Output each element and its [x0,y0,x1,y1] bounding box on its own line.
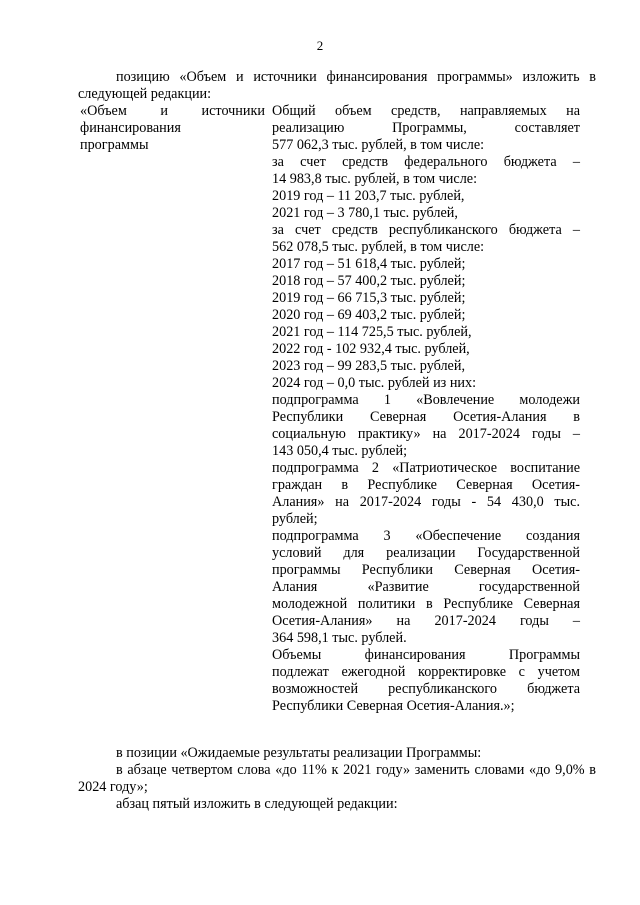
subprogram-3-line: подпрограмма 3 «Обеспечение создания [272,528,580,544]
subprogram-1-line: подпрограмма 1 «Вовлечение молодежи [272,392,580,408]
left-cell-line-1 [80,103,265,120]
year-line-2017: 2017 год – 51 618,4 тыс. рублей; [272,256,466,272]
intro-paragraph: позицию «Объем и источники финансирования программы» изложить в следующей редакции: [78,69,596,102]
subprogram-3-line: Осетия-Алания» на 2017-2024 годы – [272,613,580,629]
year-line-2024: 2024 год – 0,0 тыс. рублей из них: [272,375,477,391]
paragraph-fifth-intro: абзац пятый изложить в следующей редакции: [116,796,398,812]
paragraph-expected-results: в позиции «Ожидаемые результаты реализации Программы: [116,745,482,761]
subprogram-3-line: программы Республики Северная Осетия- [272,562,580,578]
subprogram-2-line: рублей; [272,511,318,527]
subprogram-1-line: 143 050,4 тыс. рублей; [272,443,408,459]
subprogram-3-line: 364 598,1 тыс. рублей. [272,630,407,646]
left-word-3: источники [201,103,265,119]
right-line: 577 062,3 тыс. рублей, в том числе: [272,137,485,153]
right-line: реализацию Программы, составляет [272,120,580,136]
subprogram-2-line: подпрограмма 2 «Патриотическое воспитание [272,460,580,476]
volumes-note-line: подлежат ежегодной корректировке с учетом [272,664,580,680]
subprogram-3-line: молодежной политики в Республике Северная [272,596,580,612]
left-cell-line-3: программы [80,137,149,153]
subprogram-1-line: Республики Северная Осетия-Алания в [272,409,580,425]
right-line: 2021 год – 3 780,1 тыс. рублей, [272,205,458,221]
left-cell-line-2: финансирования [80,120,181,136]
right-line: 14 983,8 тыс. рублей, в том числе: [272,171,478,187]
right-line: 562 078,5 тыс. рублей, в том числе: [272,239,485,255]
right-line: 2019 год – 11 203,7 тыс. рублей, [272,188,465,204]
volumes-note-line: возможностей республиканского бюджета [272,681,580,697]
right-line: за счет средств федерального бюджета – [272,154,580,170]
left-word-1: «Объем [80,103,127,119]
subprogram-3-line: условий для реализации Государственной [272,545,580,561]
subprogram-3-line: Алания «Развитие государственной [272,579,580,595]
table-left-cell [80,103,265,154]
table-right-cell [272,103,580,715]
subprogram-2-line: граждан в Республике Северная Осетия- [272,477,580,493]
year-line-2019: 2019 год – 66 715,3 тыс. рублей; [272,290,466,306]
volumes-note-line: Объемы финансирования Программы [272,647,580,663]
subprogram-2-line: Алания» на 2017-2024 годы - 54 430,0 тыс. [272,494,580,510]
year-line-2021: 2021 год – 114 725,5 тыс. рублей, [272,324,472,340]
subprogram-1-line: социальную практику» на 2017-2024 годы – [272,426,580,442]
page-number: 2 [316,38,324,53]
left-word-2: и [160,103,168,119]
year-line-2020: 2020 год – 69 403,2 тыс. рублей; [272,307,466,323]
year-line-2018: 2018 год – 57 400,2 тыс. рублей; [272,273,466,289]
year-line-2023: 2023 год – 99 283,5 тыс. рублей, [272,358,465,374]
year-line-2022: 2022 год - 102 932,4 тыс. рублей, [272,341,470,357]
following-paragraphs [78,745,596,813]
paragraph-fourth-replacement: в абзаце четвертом слова «до 11% к 2021 году» заменить словами «до 9,0% в 2024 году»; [78,762,596,795]
right-line: Общий объем средств, направляемых на [272,103,580,119]
volumes-note-line: Республики Северная Осетия-Алания.»; [272,698,515,714]
right-line: за счет средств республиканского бюджета – [272,222,580,238]
